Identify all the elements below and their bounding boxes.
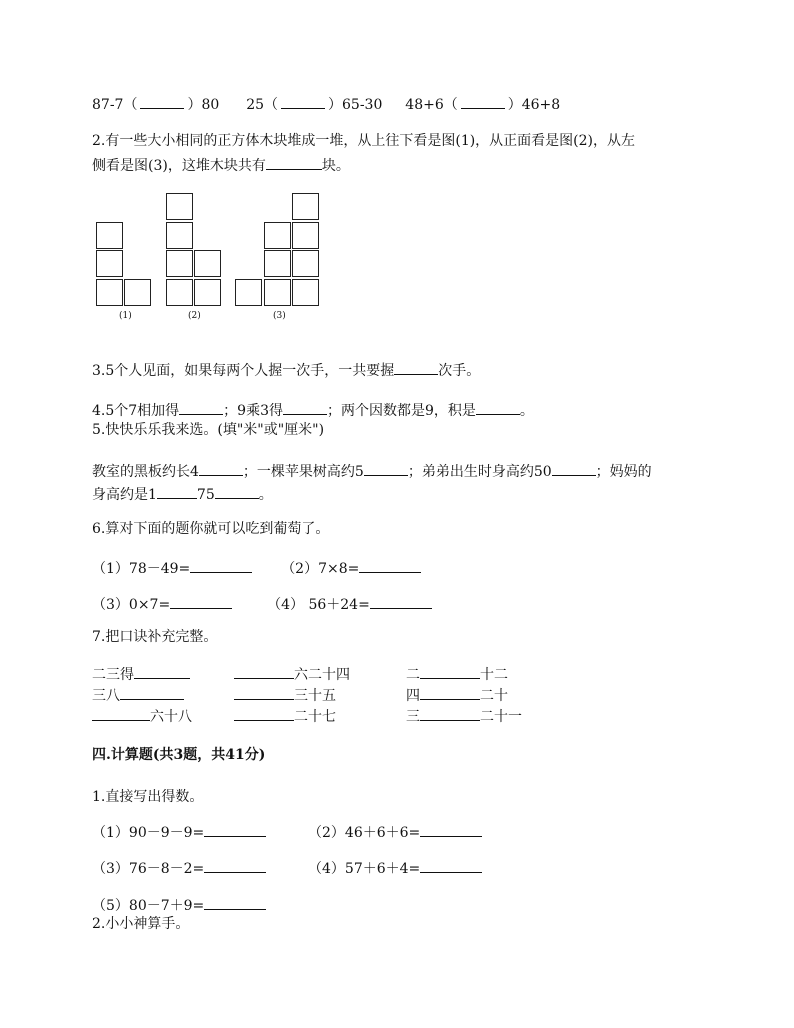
q2-blank[interactable]: [266, 155, 322, 170]
q5-blank-d[interactable]: [157, 484, 197, 499]
calc1-title: 1.直接写出得数。: [92, 789, 204, 805]
q5-text-a: 教室的黑板约长4: [92, 464, 199, 480]
q7-r1-d: 十二: [480, 667, 508, 683]
q6-item-3: （3）0×7=: [92, 597, 171, 613]
calc2-title: 2.小小神算手。: [92, 916, 190, 932]
compare-b-blank[interactable]: [281, 94, 325, 109]
q5-text-c: ；弟弟出生时身高约50: [407, 464, 552, 480]
q3-blank[interactable]: [394, 360, 438, 375]
calc1-row2: [92, 858, 421, 878]
calc1-blank-3[interactable]: [204, 858, 266, 873]
q7-r2-b: 三十五: [294, 688, 336, 704]
q7-r2-blank-c[interactable]: [420, 685, 480, 700]
q7-r1-blank-a[interactable]: [134, 664, 190, 679]
q3-text: 3.5个人见面，如果每两个人握一次手，一共要握: [92, 363, 395, 379]
calc1-item-1: （1）90－9－9=: [92, 825, 205, 841]
compare-a-right: ）80: [187, 97, 220, 113]
calc1-blank-4[interactable]: [420, 858, 482, 873]
q5-blank-b[interactable]: [364, 461, 408, 476]
q6-blank-4[interactable]: [370, 594, 432, 609]
q4-text-b: ；9乘3得: [223, 403, 283, 419]
q4-text-c: ；两个因数都是9，积是: [327, 403, 476, 419]
q5-text-f: 75: [196, 487, 215, 503]
q4-blank-c[interactable]: [476, 400, 520, 415]
q7-title: 7.把口诀补充完整。: [92, 629, 218, 645]
q7-r3-blank-a[interactable]: [92, 706, 150, 721]
calc1-row1: [92, 822, 421, 842]
q4-line: [92, 400, 534, 420]
calc1-blank-2[interactable]: [420, 822, 482, 837]
q5-title: 5.快快乐乐我来选。(填"米"或"厘米"): [92, 422, 325, 438]
figure-3-label: (3): [273, 311, 286, 321]
q6-item-4: （4） 56＋24=: [267, 597, 370, 613]
calc1-item-5: （5）80－7＋9=: [92, 898, 205, 914]
q6-row2: [92, 594, 432, 614]
q4-blank-a[interactable]: [179, 400, 223, 415]
q7-r2-blank-a[interactable]: [120, 685, 184, 700]
q5-blank-a[interactable]: [199, 461, 243, 476]
q7-r3-a: 六十八: [150, 709, 192, 725]
q5-line1: [92, 461, 652, 481]
q6-row1: [92, 558, 421, 578]
q6-item-1: （1）78－49=: [92, 561, 191, 577]
q5-text-d: ；妈妈的: [595, 464, 652, 480]
calc1-blank-1[interactable]: [204, 822, 266, 837]
q2-line1: 2.有一些大小相同的正方体木块堆成一堆，从上往下看是图(1)，从正面看是图(2)，从左: [92, 133, 636, 149]
q3-unit: 次手。: [438, 363, 481, 379]
q6-title: 6.算对下面的题你就可以吃到葡萄了。: [92, 521, 330, 537]
q5-line2: [92, 484, 273, 504]
q5-blank-c[interactable]: [552, 461, 596, 476]
q3-line: [92, 360, 480, 380]
q5-text-g: 。: [258, 487, 273, 503]
calc1-row3: [92, 895, 266, 915]
q6-blank-3[interactable]: [170, 594, 232, 609]
q6-blank-1[interactable]: [190, 558, 252, 573]
compare-c-right: ）46+8: [507, 97, 561, 113]
calc1-blank-5[interactable]: [204, 895, 266, 910]
q6-blank-2[interactable]: [359, 558, 421, 573]
q2-line2: [92, 155, 350, 175]
q7-r1-a: 二三得: [92, 667, 134, 683]
q7-r1-b: 六二十四: [294, 667, 350, 683]
figure-1-label: (1): [119, 311, 132, 321]
q6-item-2: （2）7×8=: [281, 561, 360, 577]
q5-text-e: 身高约是1: [92, 487, 157, 503]
q4-blank-b[interactable]: [283, 400, 327, 415]
q7-r2-d: 二十: [480, 688, 508, 704]
q7-r3-b: 二十七: [294, 709, 336, 725]
q7-r3-d: 二十一: [480, 709, 522, 725]
compare-a-blank[interactable]: [140, 94, 184, 109]
q7-r2-a: 三八: [92, 688, 120, 704]
q2-text: 侧看是图(3)，这堆木块共有: [92, 158, 266, 174]
q7-r1-blank-c[interactable]: [420, 664, 480, 679]
compare-b-right: ）65-30: [328, 97, 383, 113]
compare-b-left: 25（: [246, 97, 279, 113]
q4-text-d: 。: [519, 403, 534, 419]
q5-text-b: ；一棵苹果树高约5: [242, 464, 364, 480]
q5-blank-e[interactable]: [215, 484, 259, 499]
q7-r1-c: 二: [406, 667, 420, 683]
q7-r3-c: 三: [406, 709, 420, 725]
q7-r2-c: 四: [406, 688, 420, 704]
compare-c-left: 48+6（: [405, 97, 458, 113]
q4-text-a: 4.5个7相加得: [92, 403, 180, 419]
figure-2-label: (2): [188, 311, 201, 321]
q7-r3-blank-c[interactable]: [420, 706, 480, 721]
q7-r1-blank-b[interactable]: [234, 664, 294, 679]
calc1-item-2: （2）46＋6＋6=: [308, 825, 421, 841]
compare-c-blank[interactable]: [461, 94, 505, 109]
calc1-item-3: （3）76－8－2=: [92, 861, 205, 877]
compare-a-left: 87-7（: [92, 97, 138, 113]
section-4-heading: 四.计算题(共3题，共41分): [92, 747, 266, 763]
q2-unit: 块。: [321, 158, 350, 174]
q7-r3-blank-b[interactable]: [234, 706, 294, 721]
compare-line: [92, 94, 560, 114]
calc1-item-4: （4）57＋6＋4=: [308, 861, 421, 877]
q7-r2-blank-b[interactable]: [234, 685, 294, 700]
